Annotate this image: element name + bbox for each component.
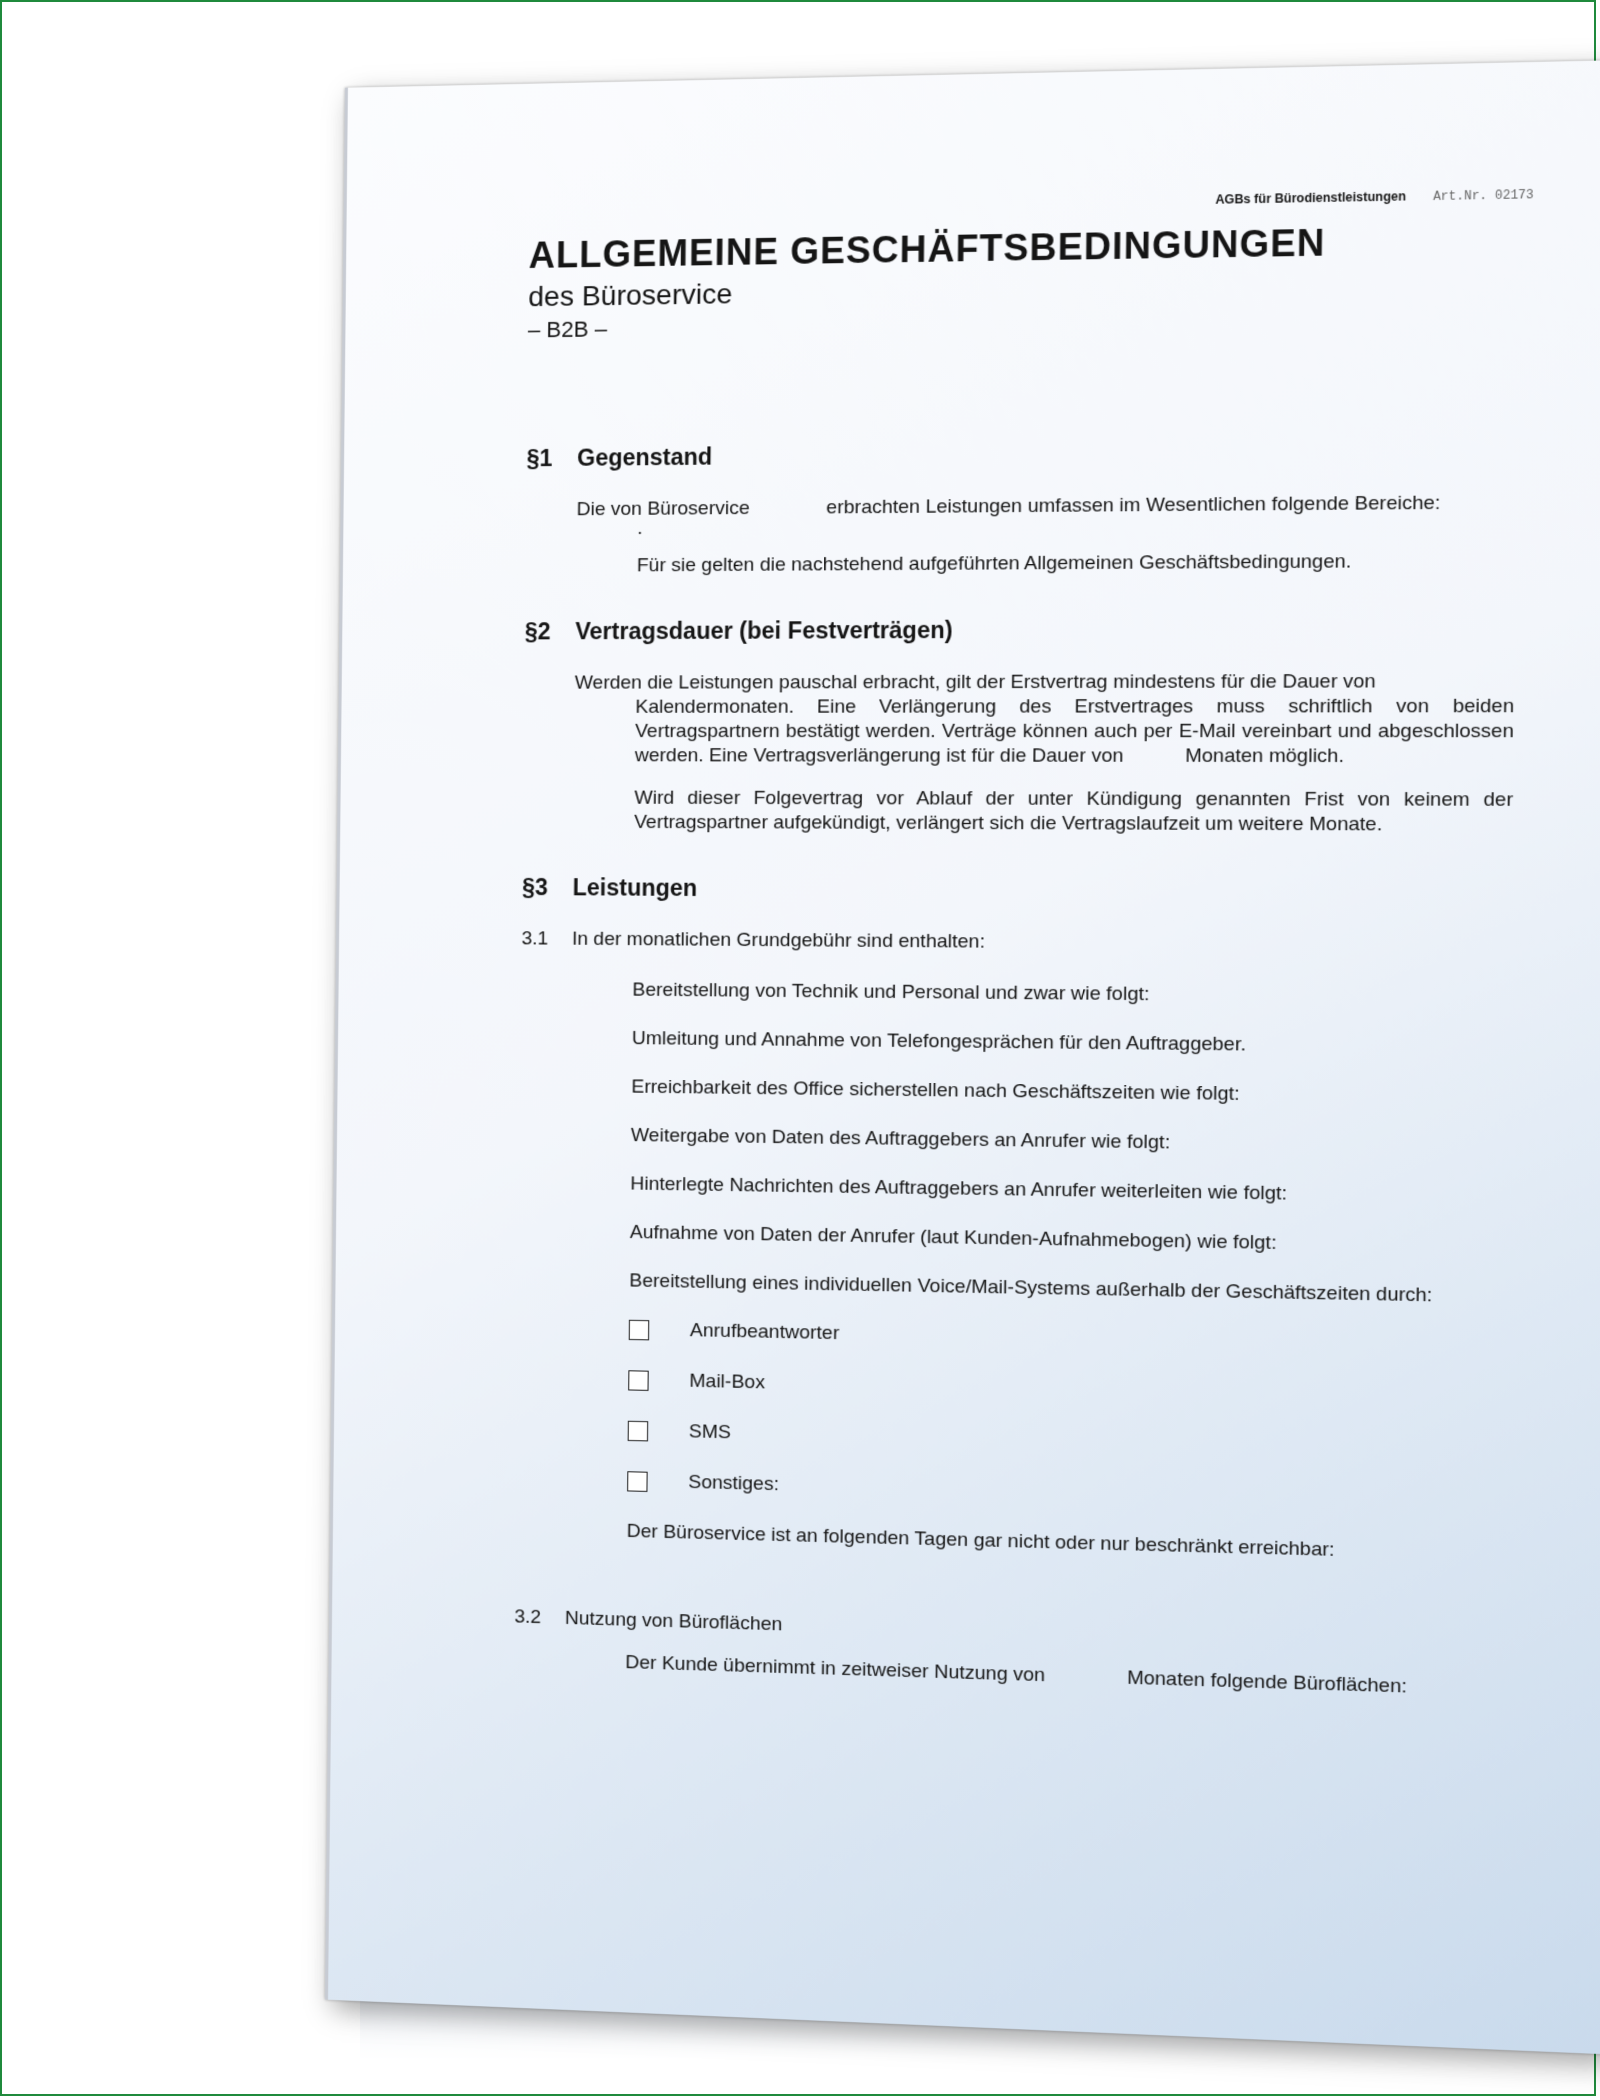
placeholder-dot: . xyxy=(637,517,643,540)
document-body xyxy=(514,437,1517,1703)
section-title: Vertragsdauer (bei Festverträgen) xyxy=(575,616,953,645)
text-fragment: Monaten xyxy=(1185,745,1264,768)
document-page xyxy=(325,60,1600,2054)
checkbox[interactable] xyxy=(627,1471,648,1492)
option-label: Anrufbeantworter xyxy=(689,1319,840,1345)
list-item: Weitergabe von Daten des Auftraggebers an Anrufer wie folgt: xyxy=(630,1124,1171,1154)
option-label: Mail-Box xyxy=(689,1370,766,1394)
section-1-line2: Für sie gelten die nachstehend aufgeführten Allgemeinen Geschäftsbedingungen. xyxy=(636,551,1352,577)
text-fragment: Der Kunde übernimmt in zeitweiser Nutzung von xyxy=(625,1651,1046,1687)
article-number: Art.Nr. 02173 xyxy=(1432,187,1534,205)
section-number: §2 xyxy=(524,618,551,645)
option-mail-box[interactable] xyxy=(628,1368,1507,1412)
document-subtitle: des Büroservice xyxy=(528,277,733,313)
list-item: Hinterlegte Nachrichten des Auftraggebers an Anrufer weiterleiten wie folgt: xyxy=(630,1173,1288,1205)
office-space-line xyxy=(625,1651,1407,1700)
list-item: Aufnahme von Daten der Anrufer (laut Kunden-Aufnahmebogen) wie folgt: xyxy=(629,1221,1277,1255)
section-2-heading xyxy=(525,616,1515,644)
list-item: Erreichbarkeit des Office sicherstellen nach Geschäftszeiten wie folgt: xyxy=(631,1076,1240,1106)
subsection-title: Nutzung von Büroflächen xyxy=(564,1607,783,1636)
text-fragment: Monaten folgende Büroflächen: xyxy=(1126,1667,1408,1698)
option-anrufbeantworter[interactable] xyxy=(629,1318,1508,1360)
b2b-label: – B2B – xyxy=(527,316,608,343)
text-fragment: Die von Büroservice xyxy=(576,497,750,521)
agb-label: AGBs für Bürodienstleistungen xyxy=(1215,189,1407,207)
subsection-3-1 xyxy=(521,927,1511,958)
section-title: Gegenstand xyxy=(577,443,713,471)
checkbox[interactable] xyxy=(628,1370,649,1391)
option-label: SMS xyxy=(688,1421,732,1444)
text-fragment: erbrachten Leistungen umfassen im Wesentlichen folgende Bereiche: xyxy=(826,492,1441,519)
section-2-paragraph-1 xyxy=(635,695,1515,770)
checkbox[interactable] xyxy=(628,1421,649,1442)
section-number: §1 xyxy=(526,444,553,472)
list-item: Bereitstellung von Technik und Personal und zwar wie folgt: xyxy=(632,979,1150,1006)
section-3-heading xyxy=(522,875,1512,905)
text-fragment: möglich. xyxy=(1268,745,1345,768)
list-item: Umleitung und Annahme von Telefongesprächen für den Auftraggeber. xyxy=(631,1027,1247,1056)
document-meta xyxy=(1215,187,1533,208)
section-2-first-line: Werden die Leistungen pauschal erbracht, gilt der Erstvertrag mindestens für die Dauer von xyxy=(574,670,1376,694)
document-title: ALLGEMEINE GESCHÄFTSBEDINGUNGEN xyxy=(528,221,1326,277)
subsection-number: 3.2 xyxy=(514,1606,542,1629)
subsection-title: In der monatlichen Grundgebühr sind enthalten: xyxy=(571,928,986,953)
checkbox[interactable] xyxy=(629,1320,650,1341)
subsection-number: 3.1 xyxy=(521,928,549,950)
section-number: §3 xyxy=(521,873,549,901)
section-1-heading xyxy=(526,437,1517,471)
option-label: Sonstiges: xyxy=(688,1471,780,1496)
availability-line: Der Büroservice ist an folgenden Tagen gar nicht oder nur beschränkt erreichbar: xyxy=(626,1520,1335,1562)
title-block xyxy=(528,221,1326,343)
option-sonstiges[interactable] xyxy=(627,1469,1506,1516)
list-item: Bereitstellung eines individuellen Voice/Mail-Systems außerhalb der Geschäftszeiten durch: xyxy=(629,1270,1433,1307)
section-2-paragraph-2: Wird dieser Folgevertrag vor Ablauf der unter Kündigung genannten Frist von keinem der Vertragspartner aufgekündigt, verlängert sich die Vertragslaufzeit um weitere Monate. xyxy=(634,787,1514,836)
option-sms[interactable] xyxy=(628,1419,1507,1464)
text-fragment: Kalendermonaten. Eine Verlängerung des Erstvertrages muss schriftlich von beiden Vertragspartnern bestätigt werden. Verträge können auch per E-Mail vereinbart und abgeschlossen werden. Eine Vertragsverlängerung ist für die Dauer von xyxy=(634,695,1515,767)
section-title: Leistungen xyxy=(572,874,698,902)
